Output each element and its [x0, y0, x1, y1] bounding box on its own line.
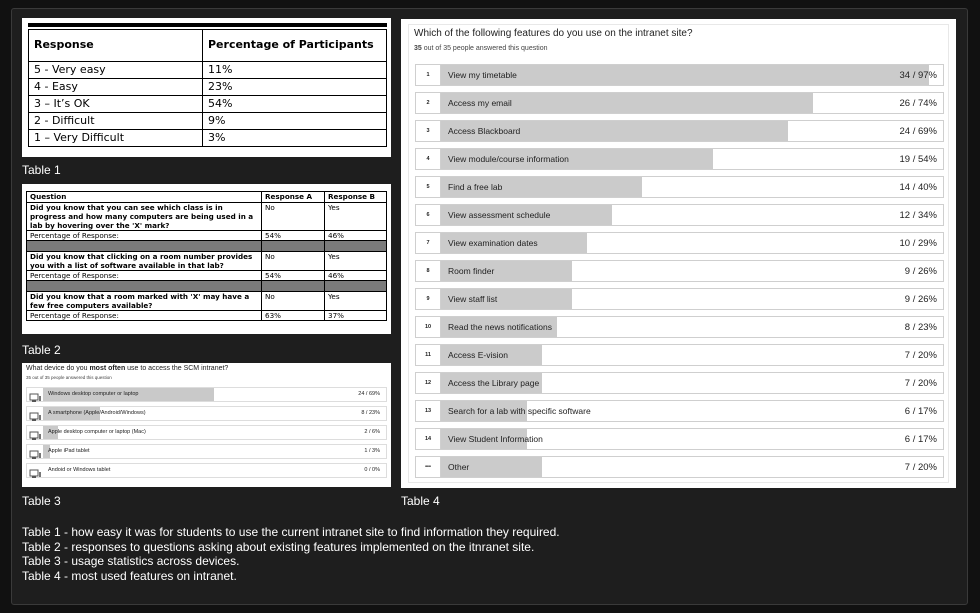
- row-number: 9: [416, 289, 441, 309]
- table-cell: 2 - Difficult: [29, 113, 203, 130]
- table-cell: 54%: [262, 231, 325, 241]
- option-value: 0 / 0%: [364, 467, 380, 473]
- table-cell: 3%: [203, 130, 387, 147]
- row-number: 4: [416, 149, 441, 169]
- feature-value: 6 / 17%: [904, 406, 937, 417]
- table1: [28, 29, 387, 147]
- feature-label: Find a free lab: [448, 182, 503, 192]
- feature-label: Search for a lab with specific software: [448, 406, 591, 416]
- ipad-icon: [29, 447, 42, 457]
- tablet-icon: [29, 466, 42, 476]
- feature-label: Access my email: [448, 98, 512, 108]
- feature-label: Other: [448, 462, 470, 472]
- table-cell: 3 – It’s OK: [29, 96, 203, 113]
- feature-label: View examination dates: [448, 238, 538, 248]
- list-item: [26, 406, 387, 421]
- row-number: 5: [416, 177, 441, 197]
- list-item: [415, 204, 944, 226]
- table-cell: 54%: [203, 96, 387, 113]
- list-item: [415, 148, 944, 170]
- row-number: 8: [416, 261, 441, 281]
- feature-value: 34 / 97%: [899, 70, 937, 81]
- table2-header: Question: [27, 192, 262, 203]
- row-number: 11: [416, 345, 441, 365]
- table-cell: 11%: [203, 62, 387, 79]
- feature-label: View Student Information: [448, 434, 543, 444]
- table-cell: Yes: [325, 292, 387, 311]
- row-number: 7: [416, 233, 441, 253]
- table-cell: 23%: [203, 79, 387, 96]
- question-text: Did you know that clicking on a room number provides you with a list of software available in that lab?: [27, 252, 262, 271]
- list-item: [415, 120, 944, 142]
- table-row: [27, 271, 387, 281]
- table-row: [29, 79, 387, 96]
- table-row: [27, 292, 387, 311]
- feature-value: 7 / 20%: [904, 378, 937, 389]
- table2-panel: [22, 184, 391, 334]
- feature-value: 8 / 23%: [904, 322, 937, 333]
- feature-label: Access E-vision: [448, 350, 508, 360]
- smartphone-icon: [29, 409, 42, 419]
- table-cell: Percentage of Response:: [27, 311, 262, 321]
- note-line: Table 3 - usage statistics across devices.: [22, 554, 240, 568]
- feature-label: View staff list: [448, 294, 498, 304]
- note-line: Table 4 - most used features on intranet.: [22, 568, 237, 583]
- note-line: Table 1 - how easy it was for students to use the current intranet site to find information they required.: [22, 525, 560, 539]
- table4-title: Which of the following features do you use on the intranet site?: [414, 28, 693, 39]
- list-item: [415, 456, 944, 478]
- feature-value: 9 / 26%: [904, 294, 937, 305]
- separator-row: [27, 241, 387, 252]
- table-cell: No: [262, 292, 325, 311]
- list-item: [26, 444, 387, 459]
- table2: [26, 191, 387, 321]
- list-item: [415, 372, 944, 394]
- option-value: 24 / 69%: [358, 391, 380, 397]
- table-row: [27, 311, 387, 321]
- table3-caption: Table 3: [22, 494, 61, 508]
- list-item: [415, 316, 944, 338]
- feature-label: Read the news notifications: [448, 322, 552, 332]
- table-cell: 63%: [262, 311, 325, 321]
- option-value: 8 / 23%: [361, 410, 380, 416]
- table-cell: No: [262, 252, 325, 271]
- row-number: •••: [416, 457, 441, 477]
- feature-value: 7 / 20%: [904, 350, 937, 361]
- list-item: [415, 288, 944, 310]
- feature-value: 24 / 69%: [899, 126, 937, 137]
- feature-label: View module/course information: [448, 154, 569, 164]
- table1-caption: Table 1: [22, 163, 61, 177]
- feature-value: 9 / 26%: [904, 266, 937, 277]
- table4-survey: [408, 24, 949, 483]
- list-item: [415, 64, 944, 86]
- table-cell: 37%: [325, 311, 387, 321]
- list-item: [26, 463, 387, 478]
- option-label: Windows desktop computer or laptop: [48, 391, 139, 397]
- table-cell: 5 - Very easy: [29, 62, 203, 79]
- table-cell: No: [262, 203, 325, 231]
- table3-panel: [22, 363, 391, 487]
- table-row: [27, 203, 387, 231]
- table2-caption: Table 2: [22, 343, 61, 357]
- table-cell: 9%: [203, 113, 387, 130]
- row-number: 3: [416, 121, 441, 141]
- table-cell: 1 – Very Difficult: [29, 130, 203, 147]
- row-number: 13: [416, 401, 441, 421]
- list-item: [415, 400, 944, 422]
- table2-header: Response B: [325, 192, 387, 203]
- row-number: 2: [416, 93, 441, 113]
- feature-label: Room finder: [448, 266, 495, 276]
- table-row: [27, 231, 387, 241]
- feature-label: Access the Library page: [448, 378, 540, 388]
- mac-icon: [29, 428, 42, 438]
- table-row: [29, 96, 387, 113]
- option-label: Apple iPad tablet: [48, 448, 90, 454]
- question-text: Did you know that a room marked with 'X' may have a few free computers available?: [27, 292, 262, 311]
- list-item: [415, 232, 944, 254]
- option-label: A smartphone (Apple/Android/Windows): [48, 410, 146, 416]
- row-number: 6: [416, 205, 441, 225]
- feature-value: 14 / 40%: [899, 182, 937, 193]
- feature-label: View my timetable: [448, 70, 517, 80]
- list-item: [415, 344, 944, 366]
- table-cell: 46%: [325, 271, 387, 281]
- row-number: 1: [416, 65, 441, 85]
- row-number: 14: [416, 429, 441, 449]
- table4-subtitle: 35 out of 35 people answered this question: [414, 45, 548, 52]
- table-cell: Percentage of Response:: [27, 271, 262, 281]
- option-label: Andoid or Windows tablet: [48, 467, 111, 473]
- table1-header: Response: [29, 30, 203, 62]
- table-cell: 46%: [325, 231, 387, 241]
- table4-panel: [401, 19, 956, 488]
- feature-value: 6 / 17%: [904, 434, 937, 445]
- table1-top-rule: [28, 23, 387, 27]
- table-cell: Yes: [325, 203, 387, 231]
- table2-header-row: [27, 192, 387, 203]
- table-cell: Yes: [325, 252, 387, 271]
- note-line: Table 2 - responses to questions asking about existing features implemented on the itnranet site.: [22, 539, 535, 554]
- feature-value: 10 / 29%: [899, 238, 937, 249]
- table4-caption: Table 4: [401, 494, 440, 508]
- feature-value: 19 / 54%: [899, 154, 937, 165]
- list-item: [415, 428, 944, 450]
- table3-subtitle: 35 out of 35 people answered this question: [26, 375, 112, 380]
- feature-value: 12 / 34%: [899, 210, 937, 221]
- list-item: [26, 425, 387, 440]
- table1-panel: [22, 18, 391, 157]
- feature-value: 7 / 20%: [904, 462, 937, 473]
- feature-label: View assessment schedule: [448, 210, 551, 220]
- option-label: Apple desktop computer or laptop (Mac): [48, 429, 146, 435]
- table-cell: 54%: [262, 271, 325, 281]
- feature-value: 26 / 74%: [899, 98, 937, 109]
- table2-header: Response A: [262, 192, 325, 203]
- list-item: [415, 92, 944, 114]
- list-item: [415, 176, 944, 198]
- table-row: [29, 113, 387, 130]
- table-row: [29, 130, 387, 147]
- table-cell: Percentage of Response:: [27, 231, 262, 241]
- feature-label: Access Blackboard: [448, 126, 521, 136]
- table-row: [29, 62, 387, 79]
- table-row: [27, 252, 387, 271]
- table-cell: 4 - Easy: [29, 79, 203, 96]
- table1-header: Percentage of Participants: [203, 30, 387, 62]
- notes: [22, 525, 560, 583]
- list-item: [26, 387, 387, 402]
- question-text: Did you know that you can see which class is in progress and how many computers are being used in a lab by hovering over the 'X' mark?: [27, 203, 262, 231]
- list-item: [415, 260, 944, 282]
- option-value: 1 / 3%: [364, 448, 380, 454]
- option-value: 2 / 6%: [364, 429, 380, 435]
- table3-title: What device do you most often use to access the SCM intranet?: [26, 365, 229, 372]
- row-number: 10: [416, 317, 441, 337]
- row-number: 12: [416, 373, 441, 393]
- desktop-icon: [29, 390, 42, 400]
- separator-row: [27, 281, 387, 292]
- table1-header-row: [29, 30, 387, 62]
